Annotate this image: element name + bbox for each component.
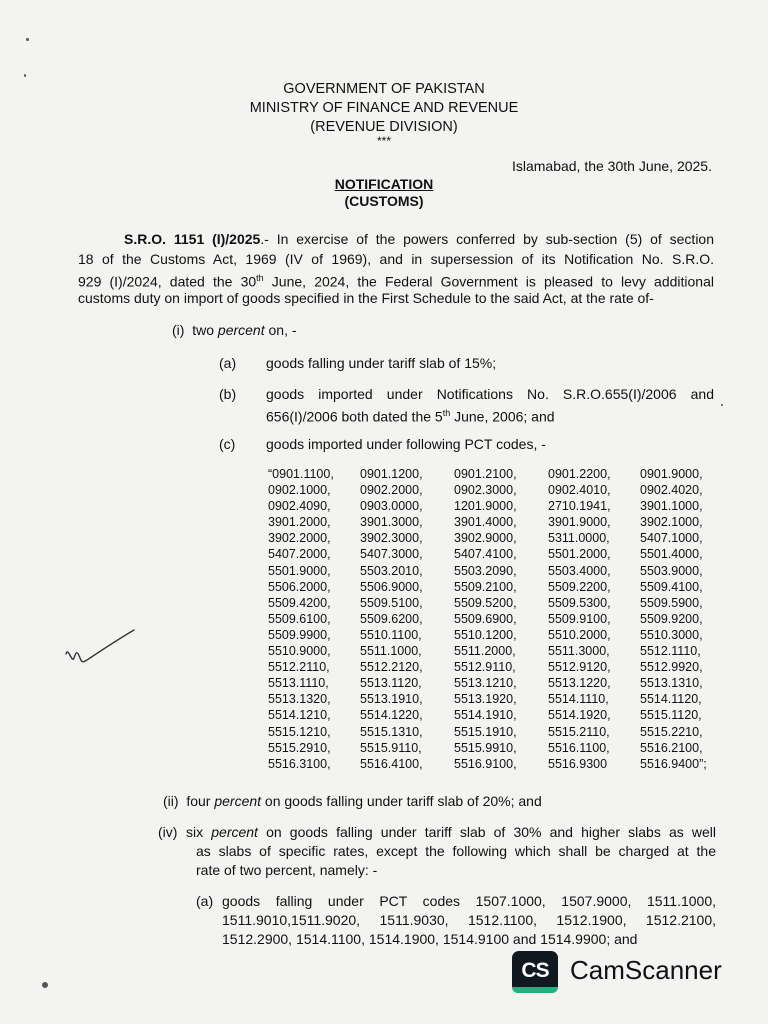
pct-code: 5513.1210, [454, 676, 517, 691]
pct-code: 5501.4000, [640, 547, 703, 562]
pct-code: 5509.9100, [548, 611, 611, 626]
pct-code: 0901.2100, [454, 467, 517, 481]
pct-code-row [268, 579, 730, 595]
pct-code: 5511.2000, [454, 644, 516, 659]
pct-code: 5513.1320, [268, 692, 331, 707]
pct-code: 5512.9920, [640, 660, 703, 675]
sub-iv-a-line3: 1512.2900, 1514.1100, 1514.1900, 1514.9100 and 1514.9900; and [222, 931, 638, 947]
pct-code: 1201.9000, [454, 499, 517, 514]
sub-a-text: goods falling under tariff slab of 15%; [266, 355, 497, 371]
pct-code: 0902.2000, [360, 483, 423, 498]
scan-speck [24, 74, 26, 77]
pct-code: 5514.1910, [454, 708, 517, 723]
pct-code-row [268, 659, 730, 675]
sro-number: S.R.O. 1151 (I)/2025 [124, 231, 261, 247]
pct-code: 5509.6200, [360, 611, 423, 626]
pct-code: 5503.9000, [640, 563, 703, 578]
item-iv-line1: six percent on goods falling under tariff slab of 30% and higher slabs as well [186, 824, 716, 840]
intro-line: 929 (I)/2024, dated the 30th June, 2024, the Federal Government is pleased to levy additional [78, 273, 714, 290]
intro-paragraph [78, 230, 714, 308]
pct-code-row [268, 595, 730, 611]
signature-mark [62, 624, 142, 674]
pct-code: 0902.4090, [268, 499, 331, 514]
sub-iv-a-line2: 1511.9010,1511.9020, 1511.9030, 1512.1100, 1512.1900, 1512.2100, [222, 912, 716, 928]
pct-code: 3902.3000, [360, 531, 423, 546]
sub-iv-a-label: (a) [196, 893, 214, 909]
item-ii: (ii) four percent on goods falling under tariff slab of 20%; and [163, 793, 542, 809]
pct-code: 0901.9000, [640, 467, 703, 481]
pct-code: 5515.9110, [360, 740, 422, 755]
pct-code: 5407.2000, [268, 547, 331, 562]
sub-b-line2: 656(I)/2006 both dated the 5th June, 2006; and [266, 408, 555, 425]
item-i: (i) two percent on, - [172, 322, 297, 338]
pct-code: 0902.1000, [268, 483, 331, 498]
pct-code: 5514.1220, [360, 708, 423, 723]
camscanner-logo-icon: CS [512, 951, 558, 993]
pct-code: 5501.2000, [548, 547, 611, 562]
pct-code: 5513.1220, [548, 676, 611, 691]
pct-code: 5509.9900, [268, 627, 331, 642]
pct-code: 5513.1110, [268, 676, 329, 691]
pct-code: 5516.9100, [454, 756, 517, 771]
pct-code: 5509.6900, [454, 611, 517, 626]
pct-code: 0901.2200, [548, 467, 611, 481]
pct-code: 0903.0000, [360, 499, 423, 514]
pct-code: 5509.5900, [640, 595, 703, 610]
pct-code: 5513.1910, [360, 692, 423, 707]
pct-code: 5407.1000, [640, 531, 703, 546]
pct-code: 5515.1120, [640, 708, 702, 723]
pct-code: 5512.2110, [268, 660, 330, 675]
pct-code: 5512.9120, [548, 660, 611, 675]
pct-code: 5503.4000, [548, 563, 611, 578]
pct-code-row [268, 530, 730, 546]
sub-c-text: goods imported under following PCT codes, - [266, 436, 546, 452]
pct-code-row [268, 707, 730, 723]
scan-speck [721, 404, 723, 406]
notification-title [0, 176, 768, 210]
pct-code: 5515.9910, [454, 740, 517, 755]
pct-code: 5515.2110, [548, 724, 610, 739]
pct-code: 5511.1000, [360, 644, 422, 659]
camscanner-watermark: CamScanner [570, 955, 722, 985]
pct-code: 5512.9110, [454, 660, 516, 675]
pct-code-row [268, 498, 730, 514]
pct-code-row [268, 724, 730, 740]
sub-c-label: (c) [219, 436, 236, 452]
intro-line: 18 of the Customs Act, 1969 (IV of 1969), and in supersession of its Notification No. S.R.O. [78, 250, 714, 267]
pct-code-row [268, 563, 730, 579]
pct-code: 5509.5300, [548, 595, 611, 610]
header-division: (REVENUE DIVISION) [310, 119, 458, 135]
pct-code: 2710.1941, [548, 499, 611, 514]
pct-code: 5407.4100, [454, 547, 517, 562]
pct-code: 5516.1100, [548, 740, 610, 755]
pct-code-row [268, 546, 730, 562]
pct-code: 5515.1210, [268, 724, 331, 739]
sub-b-label: (b) [219, 386, 237, 402]
pct-code: 5516.4100, [360, 756, 423, 771]
header-stars: *** [376, 134, 391, 148]
intro-line: customs duty on import of goods specified in the First Schedule to the said Act, at the rate of- [78, 289, 654, 306]
pct-code: 5407.3000, [360, 547, 423, 562]
item-iv-line3: rate of two percent, namely: - [196, 862, 378, 878]
pct-code: 3901.4000, [454, 515, 517, 530]
pct-code: 5509.4100, [640, 579, 703, 594]
pct-code: 3902.9000, [454, 531, 517, 546]
pct-code: 5509.4200, [268, 595, 331, 610]
date-line: Islamabad, the 30th June, 2025. [511, 158, 712, 174]
pct-code: 5512.2120, [360, 660, 423, 675]
sub-a-label: (a) [219, 355, 237, 371]
pct-code: 5509.5200, [454, 595, 517, 610]
pct-code: 5501.9000, [268, 563, 331, 578]
pct-code-row [268, 514, 730, 530]
pct-code: 5510.3000, [640, 627, 703, 642]
pct-code: 5516.2100, [640, 740, 703, 755]
pct-code: 5509.5100, [360, 595, 423, 610]
pct-code: 5514.1920, [548, 708, 611, 723]
pct-code: 5515.1310, [360, 724, 423, 739]
pct-code: 5515.2210, [640, 724, 703, 739]
pct-code-row [268, 675, 730, 691]
pct-code: 5510.2000, [548, 627, 611, 642]
pct-code-row [268, 482, 730, 498]
pct-code: 0902.4010, [548, 483, 611, 498]
pct-code: 5514.1110, [548, 692, 609, 707]
pct-code-row [268, 740, 730, 756]
pct-code: 5503.2010, [360, 563, 423, 578]
pct-code: 5513.1120, [360, 676, 422, 691]
pct-code: 3901.9000, [548, 515, 611, 530]
pct-code: 5511.3000, [548, 644, 610, 659]
pct-code: 5513.1310, [640, 676, 703, 691]
pct-code: 0902.3000, [454, 483, 517, 498]
pct-code: 5509.2200, [548, 579, 611, 594]
sub-b-line1: goods imported under Notifications No. S.R.O.655(I)/2006 and [266, 386, 714, 402]
pct-code: 3901.1000, [640, 499, 703, 514]
pct-code: 5509.2100, [454, 579, 517, 594]
scan-speck [26, 38, 29, 41]
pct-code: 5516.9300 [548, 756, 608, 771]
pct-code: 3901.2000, [268, 515, 331, 530]
notification-subheading: (CUSTOMS) [344, 193, 424, 209]
pct-code: 0901.1200, [360, 467, 423, 481]
pct-code: 5512.1110, [640, 644, 701, 659]
pct-code: 5510.1100, [360, 627, 422, 642]
pct-code: 5516.9400”; [640, 756, 707, 771]
pct-code-row [268, 611, 730, 627]
pct-code: 5514.1120, [640, 692, 702, 707]
pct-code: 5510.9000, [268, 644, 331, 659]
pct-code-row [268, 643, 730, 659]
pct-code: 5503.2090, [454, 563, 517, 578]
pct-code: 5515.2910, [268, 740, 331, 755]
pct-code: 3902.2000, [268, 531, 331, 546]
header-government: GOVERNMENT OF PAKISTAN [283, 81, 485, 97]
pct-code: 5509.6100, [268, 611, 331, 626]
header-ministry: MINISTRY OF FINANCE AND REVENUE [249, 100, 519, 116]
sub-iv-a-line1: goods falling under PCT codes 1507.1000, 1507.9000, 1511.1000, [222, 893, 716, 909]
pct-code: 5513.1920, [454, 692, 517, 707]
pct-code: 5515.1910, [454, 724, 517, 739]
item-iv-label: (iv) [158, 824, 178, 840]
pct-code: 5516.3100, [268, 756, 331, 771]
pct-code-table [268, 466, 730, 772]
pct-code: 5509.9200, [640, 611, 703, 626]
intro-line: S.R.O. 1151 (I)/2025.- In exercise of the powers conferred by sub-section (5) of section [124, 231, 715, 247]
pct-code-row [268, 627, 730, 643]
notification-heading: NOTIFICATION [334, 176, 434, 192]
pct-code: 3901.3000, [360, 515, 423, 530]
pct-code: 5311.0000, [548, 531, 610, 546]
pct-code: 5506.9000, [360, 579, 423, 594]
scan-speck [42, 982, 48, 988]
item-iv-line2: as slabs of specific rates, except the following which shall be charged at the [196, 843, 716, 859]
pct-code-row [268, 756, 730, 772]
pct-code: 3902.1000, [640, 515, 703, 530]
pct-code: 5506.2000, [268, 579, 331, 594]
pct-code: 5514.1210, [268, 708, 331, 723]
pct-code: 5510.1200, [454, 627, 517, 642]
pct-code-row [268, 466, 730, 482]
pct-code: 0902.4020, [640, 483, 703, 498]
pct-code: “0901.1100, [268, 467, 334, 481]
pct-code-row [268, 691, 730, 707]
